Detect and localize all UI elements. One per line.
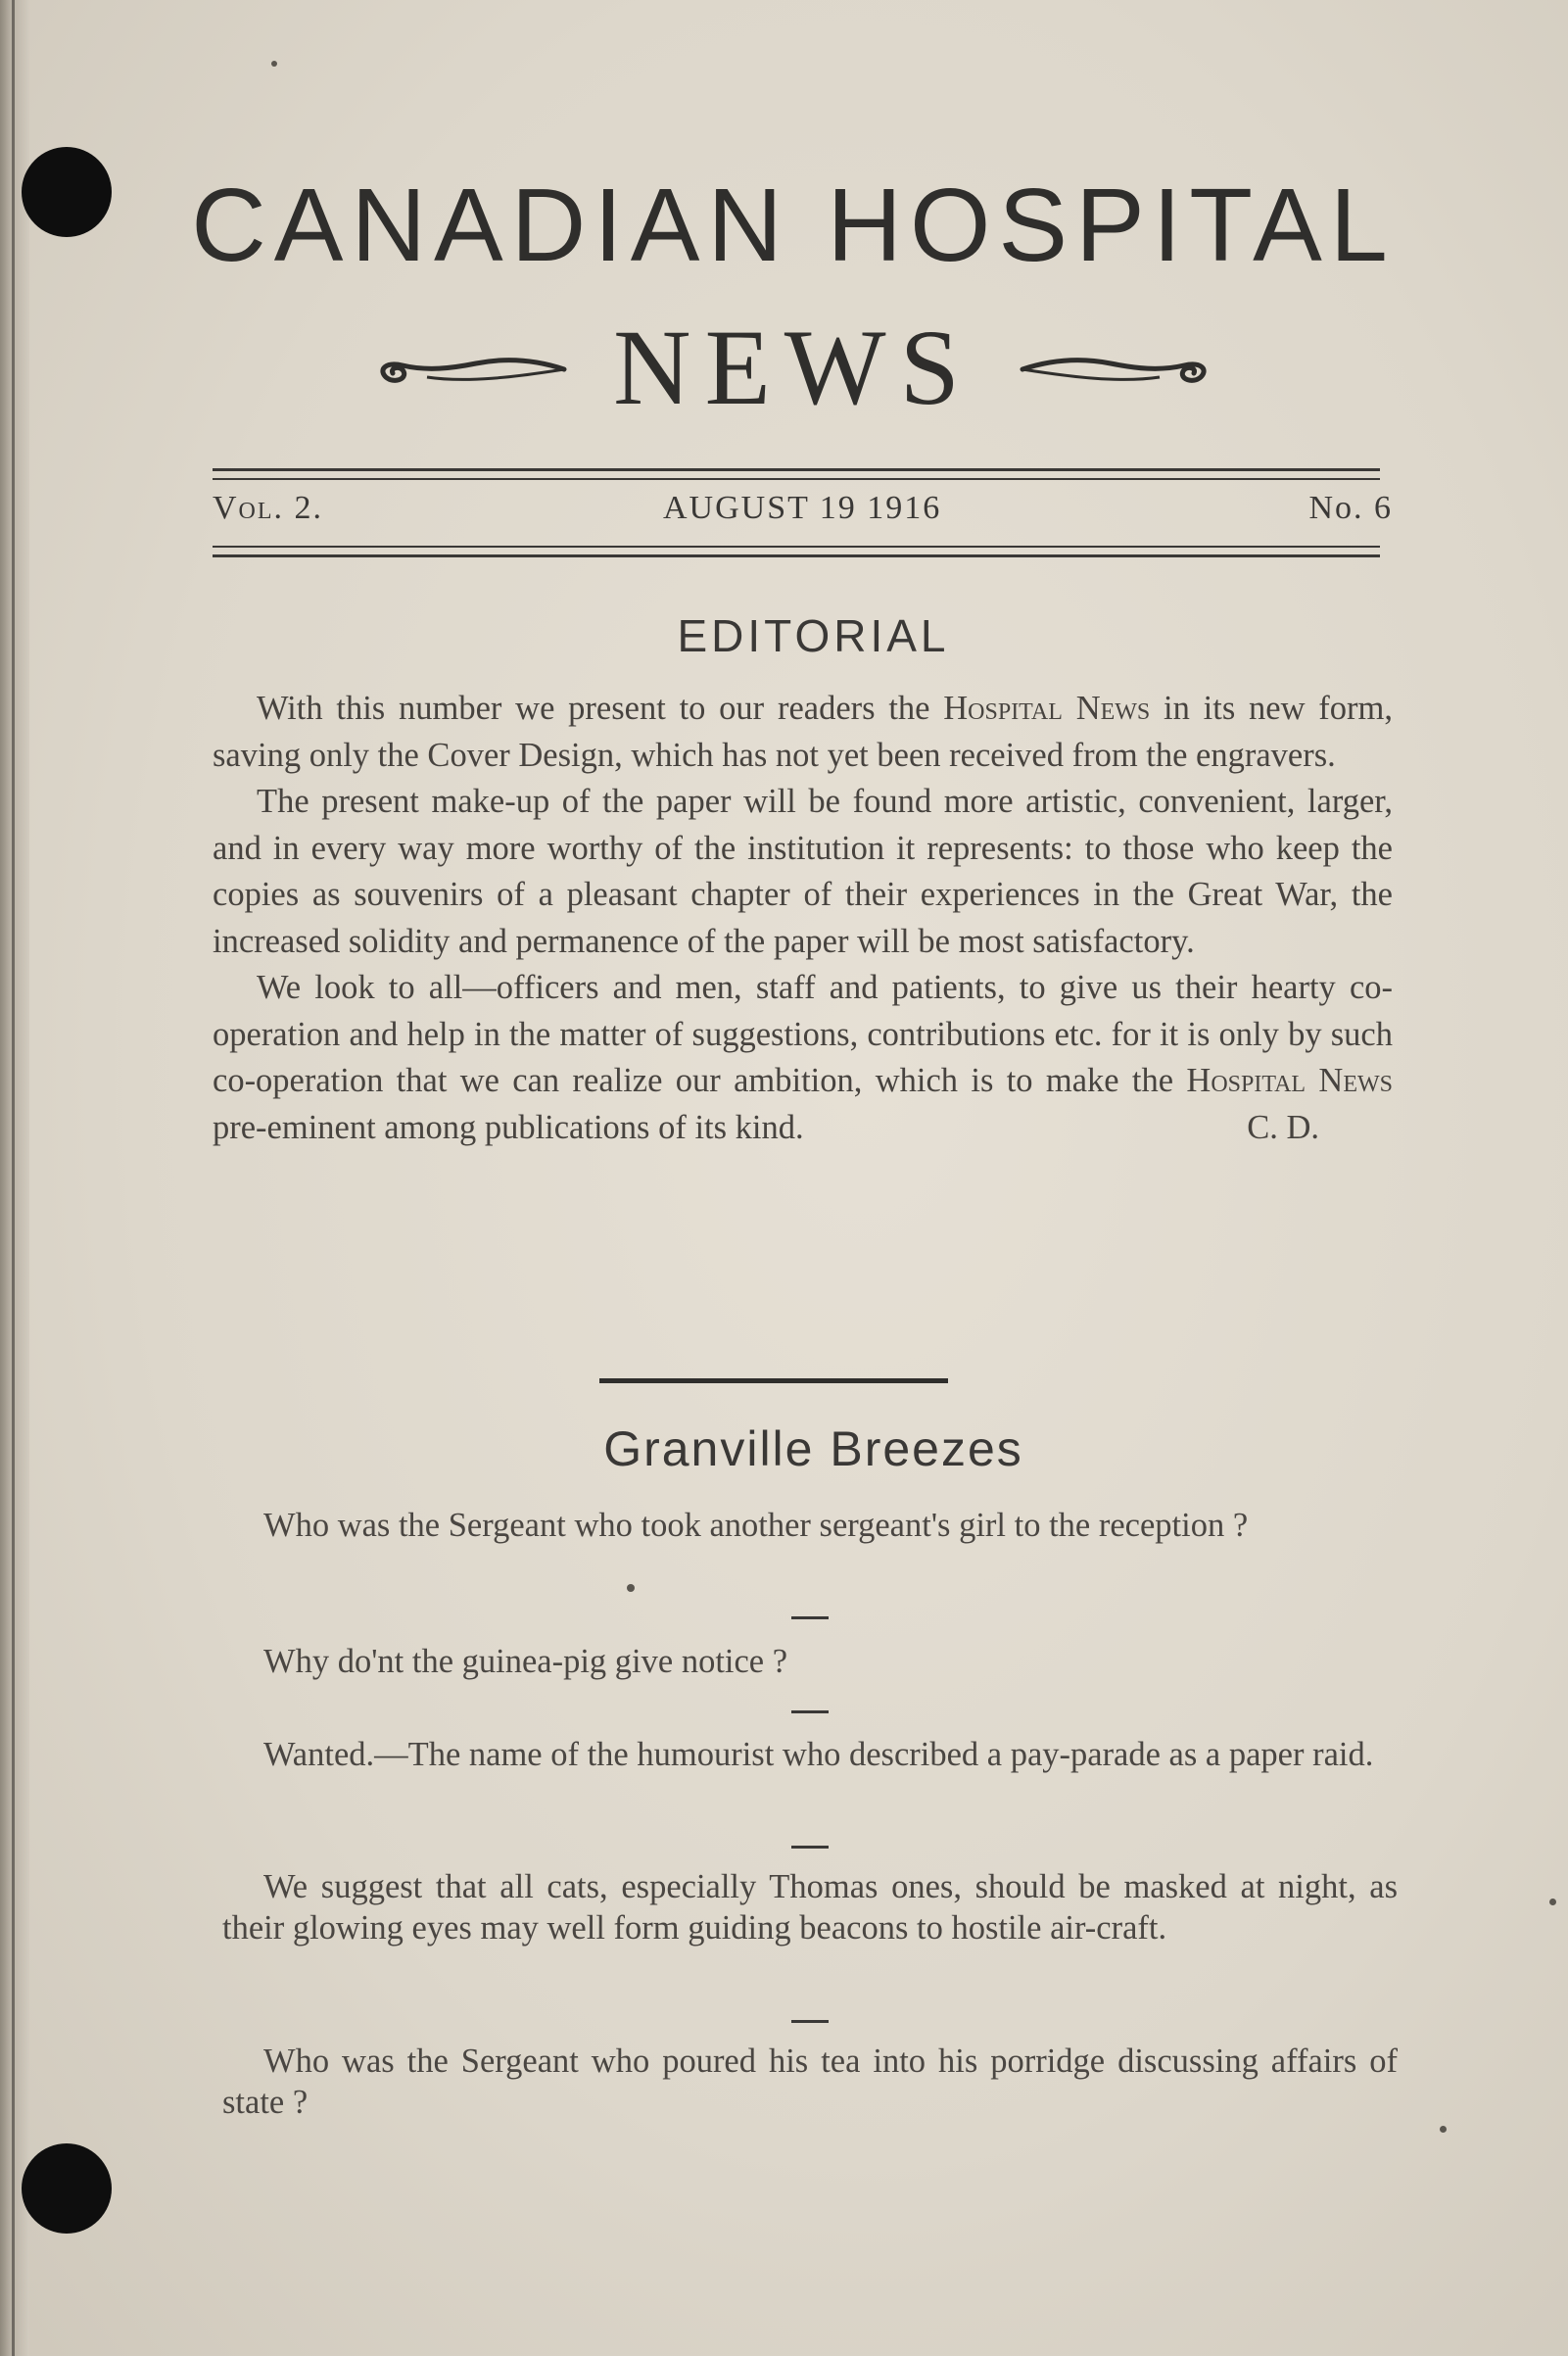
breeze-item: Wanted.—The name of the humourist who described a pay-parade as a paper raid. (263, 1736, 1374, 1773)
hospital-news-name: Hospital News (1186, 1062, 1393, 1099)
masthead-rule-top (213, 468, 1380, 471)
paper-speck (271, 61, 277, 67)
hospital-news-name: Hospital News (943, 690, 1151, 727)
breeze-item: Why do'nt the guinea-pig give notice ? (263, 1643, 788, 1680)
granville-heading: Granville Breezes (603, 1421, 1023, 1476)
editorial-paragraph-2: The present make-up of the paper will be found more artistic, convenient, larger, and in every way more worthy of the institution it represents: to those who keep the copies as souvenirs of a pleasant chapter of their experiences in the Great War, the increased solidity and permanence of the paper will be most satisfactory. (213, 783, 1393, 960)
issue-number: No. 6 (1308, 490, 1393, 526)
paper-speck (627, 1584, 635, 1592)
masthead-rule-bottom (213, 554, 1380, 557)
item-separator (791, 2020, 829, 2023)
paper-speck (1440, 2126, 1447, 2133)
issue-date: AUGUST 19 1916 (663, 490, 942, 526)
editorial-paragraph-1: With this number we present to our readers the Hospital News in its new form, saving only the Cover Design, which has not yet been received from the engravers. (213, 690, 1393, 774)
volume-label: Vol. 2. (213, 490, 324, 526)
right-flourish-icon (1013, 338, 1218, 397)
editorial-body (213, 686, 1393, 1151)
masthead-rule-bottom-thin (213, 546, 1380, 548)
masthead-rule-top-thin (213, 478, 1380, 480)
masthead-subtitle-row (333, 309, 1254, 426)
section-divider (599, 1378, 948, 1383)
breeze-item: Who was the Sergeant who took another sergeant's girl to the reception ? (263, 1507, 1249, 1544)
item-separator (791, 1616, 829, 1619)
editorial-paragraph-3: We look to all—officers and men, staff and patients, to give us their hearty co-operation and help in the matter of suggestions, contributions etc. for it is only by such co-operation that we can realize our ambition, which is to make the Hospital News pre-eminent among publications of its kind. C. D. (213, 965, 1393, 1151)
punch-hole-bottom (22, 2143, 112, 2234)
item-separator (791, 1710, 829, 1713)
paper-speck (1549, 1899, 1556, 1905)
breeze-item: Who was the Sergeant who poured his tea into his porridge discussing affairs of state ? (222, 2043, 1398, 2121)
spine-edge-line (12, 0, 15, 2356)
masthead-title: CANADIAN HOSPITAL (191, 168, 1396, 283)
issue-info-line (213, 490, 1393, 539)
punch-hole-top (22, 147, 112, 237)
item-separator (791, 1846, 829, 1849)
binding-spine (0, 0, 29, 2356)
left-flourish-icon (368, 338, 574, 397)
masthead-subtitle: NEWS (613, 307, 974, 427)
editorial-signoff: C. D. (1247, 1108, 1319, 1146)
breeze-item: We suggest that all cats, especially Thomas ones, should be masked at night, as their glowing eyes may well form guiding beacons to hostile air-craft. (222, 1868, 1398, 1947)
editorial-heading: EDITORIAL (677, 610, 950, 661)
